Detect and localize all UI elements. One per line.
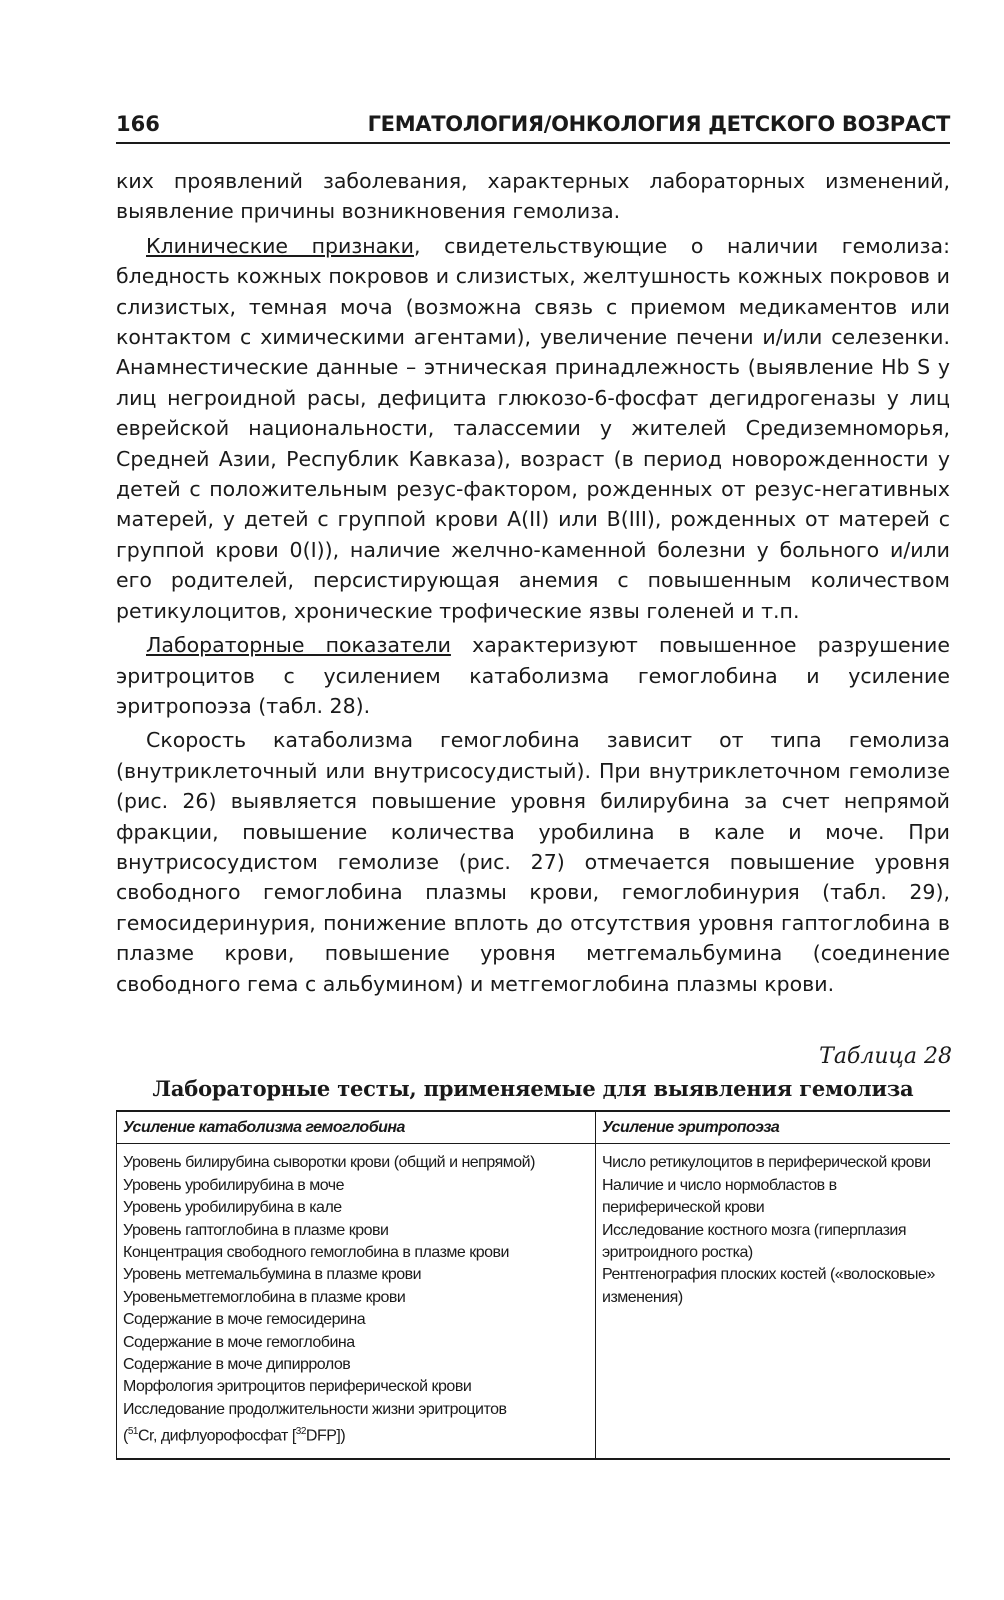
list-item: Содержание в моче гемосидерина xyxy=(123,1311,366,1329)
list-item: Исследование продолжительности жизни эритроцитов xyxy=(123,1400,507,1418)
col1-cell xyxy=(117,1144,596,1459)
list-item: Наличие и число нормобластов в периферической крови xyxy=(602,1176,837,1217)
list-item: Концентрация свободного гемоглобина в плазме крови xyxy=(123,1244,509,1262)
paragraph-3 xyxy=(116,630,950,721)
col1-header: Усиление катаболизма гемоглобина xyxy=(117,1111,596,1144)
list-item: Рентгенография плоских костей («волосковые» изменения) xyxy=(602,1266,935,1306)
lab-tests-table xyxy=(116,1110,950,1460)
running-title: ГЕМАТОЛОГИЯ/ОНКОЛОГИЯ ДЕТСКОГО ВОЗРАСТ xyxy=(367,112,950,136)
list-item: Уровень уробилирубина в моче xyxy=(123,1176,344,1194)
list-item: Исследование костного мозга (гиперплазия эритроидного ростка) xyxy=(602,1221,907,1262)
paragraph-4: Скорость катаболизма гемоглобина зависит от типа гемолиза (внутриклеточный или внутрисосудистый). При внутриклеточном гемолизе (рис. 26) выявляется повышение уровня билирубина за счет непрямой фракции, повышение количества уробилина в кале и моче. При внутрисосудистом гемолизе (рис. 27) отмечается повышение уровня свободного гемоглобина плазмы крови, гемоглобинурия (табл. 29), гемосидеринурия, понижение вплоть до отсутствия уровня гаптоглобина в плазме крови, повышение уровня метгемальбумина (соединение свободного гема с альбумином) и метгемоглобина плазмы крови. xyxy=(116,728,950,996)
isotope-close: DFP]) xyxy=(305,1427,346,1445)
isotope-sup-2: 32 xyxy=(295,1426,306,1438)
page-number: 166 xyxy=(116,112,160,136)
list-item: Уровень метгемальбумина в плазме крови xyxy=(123,1266,422,1284)
isotope-sup-1: 51 xyxy=(127,1426,138,1438)
lab-indicators-heading: Лабораторные показатели xyxy=(146,633,451,658)
isotope-open: ( xyxy=(123,1427,128,1445)
list-item: Уровень гаптоглобина в плазме крови xyxy=(123,1221,389,1239)
paragraph-2 xyxy=(116,231,950,626)
table-caption: Таблица 28 xyxy=(819,1044,952,1069)
paragraph-3-text: характеризуют повышенное разрушение эритроцитов с усилением катаболизма гемоглобина и усиление эритропоэза (табл. 28). xyxy=(116,633,950,718)
col2-header: Усиление эритропоэза xyxy=(596,1111,951,1144)
clinical-signs-heading: Клинические признаки xyxy=(146,233,414,258)
paragraph-2-text: , свидетельствующие о наличии гемолиза: бледность кожных покровов и слизистых, желтушность кожных покровов и слизистых, темная моча (возможна связь с приемом медикаментов или контактом с химическими агентами), увеличение печени и/или селезенки. Анамнестические данные – этническая принадлежность (выявление Hb S у лиц негроидной расы, дефицита глюкозо-6-фосфат дегидрогеназы у лиц еврейской национальности, талассемии у жителей Средиземноморья, Средней Азии, Республик Кавказа), возраст (в период новорожденности у детей с положительным резус-фактором, рожденных от резус-негативных матерей, у детей с группой крови A(II) или B(III), рожденных от матерей с группой крови 0(I)), наличие желчно-каменной болезни у больного и/или его родителей, персистирующая анемия с повышенным количеством ретикулоцитов, хронические трофические язвы голеней и т.п. xyxy=(116,233,950,623)
col2-cell xyxy=(596,1144,951,1459)
body-text xyxy=(116,166,950,999)
page-header xyxy=(116,106,950,144)
paragraph-1: ких проявлений заболевания, характерных лабораторных изменений, выявление причины возникновения гемолиза. xyxy=(116,169,950,224)
table-title: Лабораторные тесты, применяемые для выявления гемолиза xyxy=(152,1076,914,1101)
list-item: Морфология эритроцитов периферической крови xyxy=(123,1378,472,1396)
list-item: Уровень уробилирубина в кале xyxy=(123,1199,342,1217)
isotope-mid: Cr, дифлуорофосфат [ xyxy=(137,1427,296,1445)
list-item: Число ретикулоцитов в периферической крови xyxy=(602,1154,931,1172)
table-header-row xyxy=(117,1111,951,1144)
list-item: Уровеньметгемоглобина в плазме крови xyxy=(123,1288,406,1306)
list-item-isotopes xyxy=(123,1421,589,1448)
list-item: Содержание в моче гемоглобина xyxy=(123,1333,355,1351)
table-row xyxy=(117,1144,951,1459)
list-item: Уровень билирубина сыворотки крови (общий и непрямой) xyxy=(123,1154,535,1172)
list-item: Содержание в моче дипирролов xyxy=(123,1356,351,1374)
